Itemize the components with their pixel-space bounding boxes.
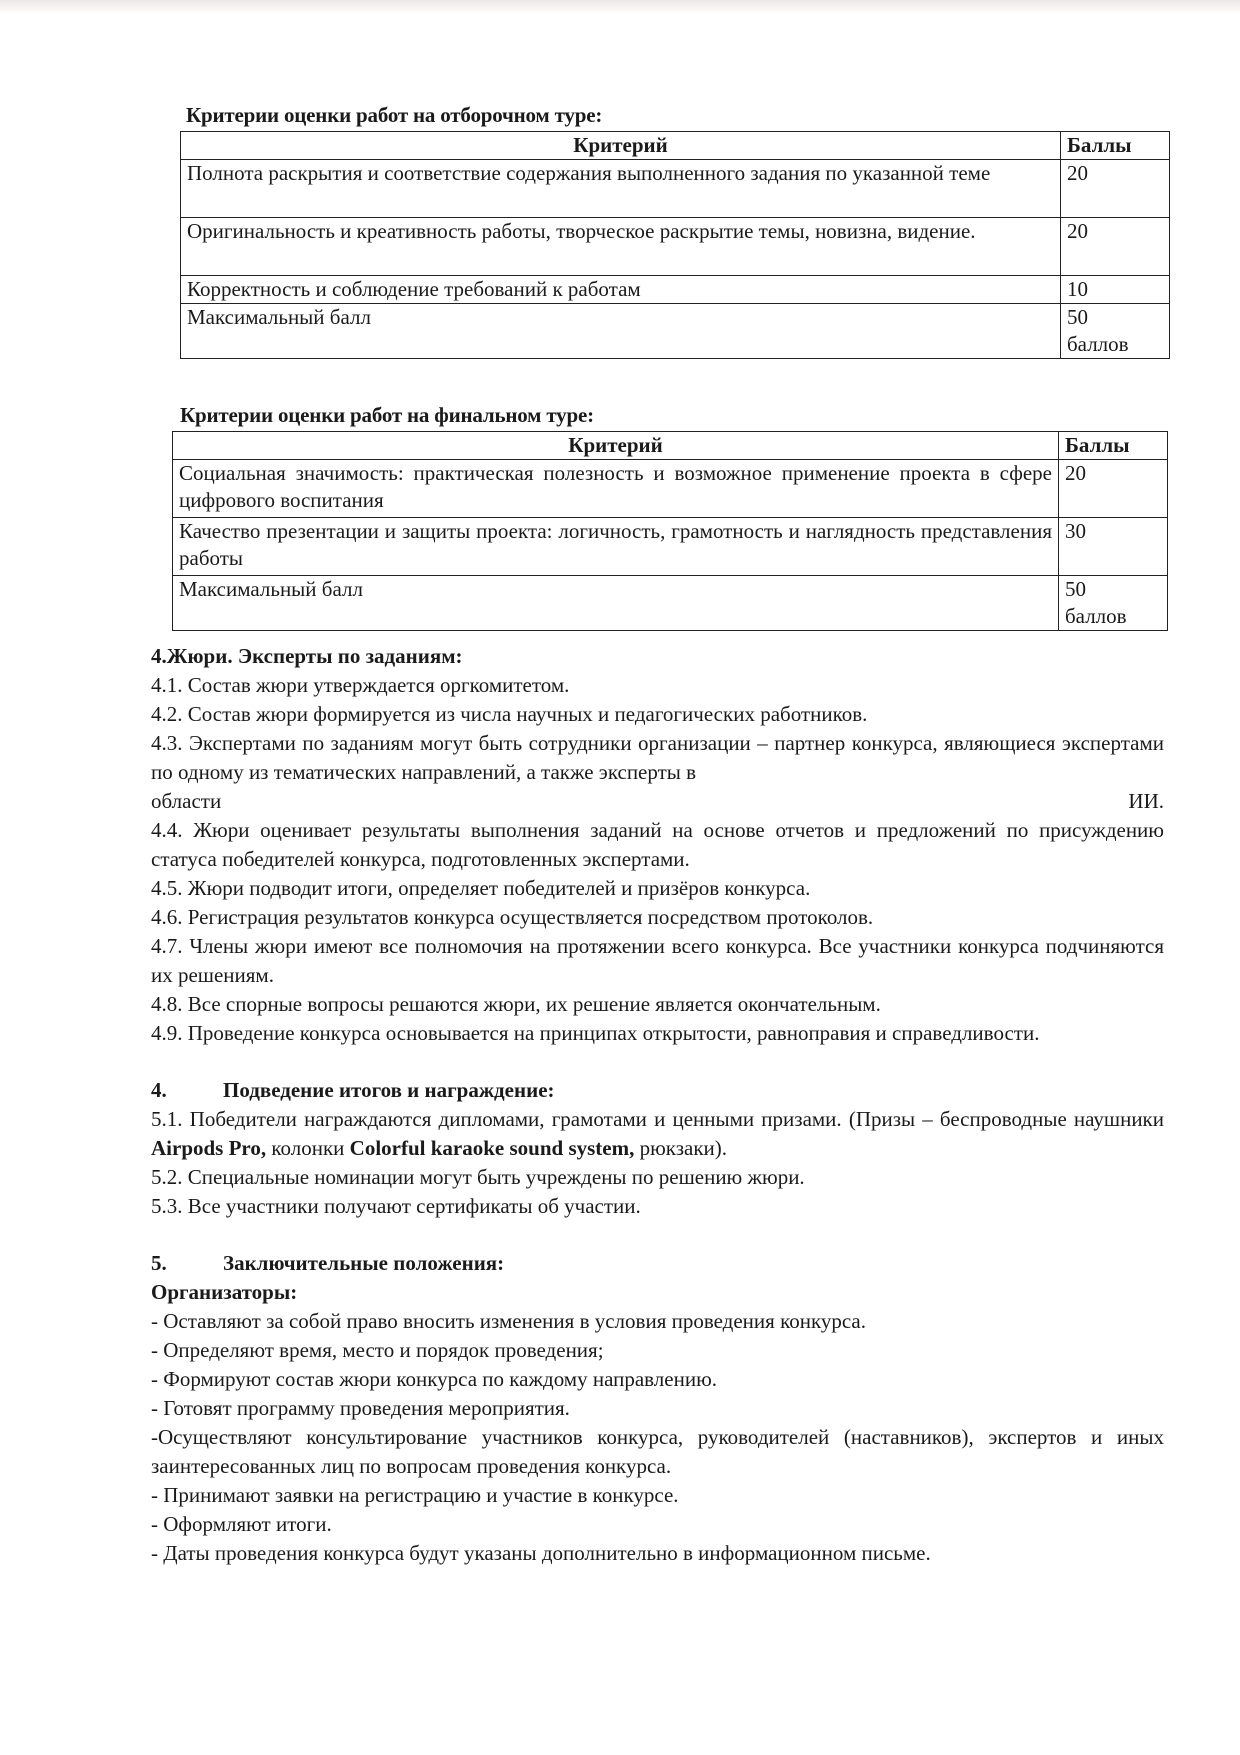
section-number: 4. bbox=[151, 1078, 167, 1102]
max-points-cell bbox=[1059, 576, 1168, 631]
table-row bbox=[173, 518, 1168, 576]
max-points-value: 50 bbox=[1065, 577, 1086, 601]
jury-item: 4.3. Экспертами по заданиям могут быть сотрудники организации – партнер конкурса, являющиеся экспертами по одному из тематических направлений, а также эксперты в bbox=[151, 731, 1164, 784]
max-points-value: 50 bbox=[1067, 305, 1088, 329]
points-cell: 20 bbox=[1061, 160, 1170, 218]
provision-item: - Готовят программу проведения мероприятия. bbox=[151, 1396, 570, 1420]
awards-text: 5.1. Победители награждаются дипломами, грамотами и ценными призами. (Призы – беспроводные наушники bbox=[151, 1107, 1164, 1131]
table-header-row bbox=[181, 132, 1170, 160]
table-row bbox=[181, 218, 1170, 276]
provision-item: - Даты проведения конкурса будут указаны дополнительно в информационном письме. bbox=[151, 1541, 931, 1565]
jury-item: 4.4. Жюри оценивает результаты выполнения заданий на основе отчетов и предложений по присуждению статуса победителей конкурса, подготовленных экспертами. bbox=[151, 818, 1164, 871]
provision-item: -Осуществляют консультирование участников конкурса, руководителей (наставников), экспертов и иных заинтересованных лиц по вопросам проведения конкурса. bbox=[151, 1425, 1164, 1478]
provision-item: - Оставляют за собой право вносить изменения в условия проведения конкурса. bbox=[151, 1309, 866, 1333]
points-cell: 20 bbox=[1061, 218, 1170, 276]
jury-item: 4.1. Состав жюри утверждается оргкомитетом. bbox=[151, 673, 570, 697]
table-row bbox=[181, 160, 1170, 218]
jury-item: 4.7. Члены жюри имеют все полномочия на протяжении всего конкурса. Все участники конкурса подчиняются их решениям. bbox=[151, 934, 1164, 987]
brand-karaoke: Colorful karaoke sound system, bbox=[349, 1136, 635, 1160]
max-label-cell: Максимальный балл bbox=[173, 576, 1059, 631]
section-number: 5. bbox=[151, 1251, 167, 1275]
qualifying-caption: Критерии оценки работ на отборочном туре: bbox=[186, 103, 603, 127]
header-criterion: Критерий bbox=[173, 432, 1059, 460]
awards-item: 5.2. Специальные номинации могут быть учреждены по решению жюри. bbox=[151, 1165, 805, 1189]
jury-heading: 4.Жюри. Эксперты по заданиям: bbox=[151, 644, 463, 668]
jury-item: 4.6. Регистрация результатов конкурса осуществляется посредством протоколов. bbox=[151, 905, 874, 929]
provision-item: - Оформляют итоги. bbox=[151, 1512, 332, 1536]
brand-airpods: Airpods Pro, bbox=[151, 1136, 267, 1160]
max-points-cell bbox=[1061, 304, 1170, 359]
table-row bbox=[181, 276, 1170, 304]
table-row-max bbox=[181, 304, 1170, 359]
provision-item: - Формируют состав жюри конкурса по каждому направлению. bbox=[151, 1367, 718, 1391]
table-row-max bbox=[173, 576, 1168, 631]
qualifying-criteria-table bbox=[180, 131, 1170, 359]
section-title: Подведение итогов и награждение: bbox=[223, 1078, 555, 1102]
provision-item: - Принимают заявки на регистрацию и участие в конкурсе. bbox=[151, 1483, 679, 1507]
awards-heading bbox=[151, 1076, 1164, 1105]
awards-item bbox=[151, 1105, 1164, 1163]
final-provisions-heading bbox=[151, 1249, 1164, 1278]
max-points-unit: баллов bbox=[1065, 604, 1127, 628]
criterion-cell: Качество презентации и защиты проекта: логичность, грамотность и наглядность представления работы bbox=[173, 518, 1059, 576]
document-body bbox=[151, 642, 1164, 1568]
provision-item: - Определяют время, место и порядок проведения; bbox=[151, 1338, 604, 1362]
section-title: Заключительные положения: bbox=[223, 1251, 505, 1275]
header-criterion: Критерий bbox=[181, 132, 1061, 160]
final-criteria-table bbox=[172, 431, 1168, 631]
final-caption: Критерии оценки работ на финальном туре: bbox=[180, 403, 594, 427]
criterion-cell: Социальная значимость: практическая полезность и возможное применение проекта в сфере цифрового воспитания bbox=[173, 460, 1059, 518]
organizers-subheading: Организаторы: bbox=[151, 1280, 298, 1304]
header-points: Баллы bbox=[1059, 432, 1168, 460]
table-header-row bbox=[173, 432, 1168, 460]
jury-item-tail-left: области bbox=[151, 789, 222, 813]
points-cell: 10 bbox=[1061, 276, 1170, 304]
jury-item: 4.9. Проведение конкурса основывается на принципах открытости, равноправия и справедливости. bbox=[151, 1021, 1040, 1045]
jury-item-tail bbox=[151, 787, 1164, 816]
criterion-cell: Оригинальность и креативность работы, творческое раскрытие темы, новизна, видение. bbox=[181, 218, 1061, 276]
points-cell: 20 bbox=[1059, 460, 1168, 518]
points-cell: 30 bbox=[1059, 518, 1168, 576]
criterion-cell: Полнота раскрытия и соответствие содержания выполненного задания по указанной теме bbox=[181, 160, 1061, 218]
awards-text: колонки bbox=[266, 1136, 350, 1160]
header-points: Баллы bbox=[1061, 132, 1170, 160]
jury-item: 4.2. Состав жюри формируется из числа научных и педагогических работников. bbox=[151, 702, 868, 726]
jury-item: 4.8. Все спорные вопросы решаются жюри, их решение является окончательным. bbox=[151, 992, 881, 1016]
criterion-cell: Корректность и соблюдение требований к работам bbox=[181, 276, 1061, 304]
awards-item: 5.3. Все участники получают сертификаты об участии. bbox=[151, 1194, 641, 1218]
table-row bbox=[173, 460, 1168, 518]
max-label-cell: Максимальный балл bbox=[181, 304, 1061, 359]
scan-edge bbox=[0, 0, 1240, 14]
max-points-unit: баллов bbox=[1067, 332, 1129, 356]
jury-item: 4.5. Жюри подводит итоги, определяет победителей и призёров конкурса. bbox=[151, 876, 811, 900]
jury-item-tail-right: ИИ. bbox=[1128, 789, 1164, 813]
awards-text: рюкзаки). bbox=[634, 1136, 728, 1160]
